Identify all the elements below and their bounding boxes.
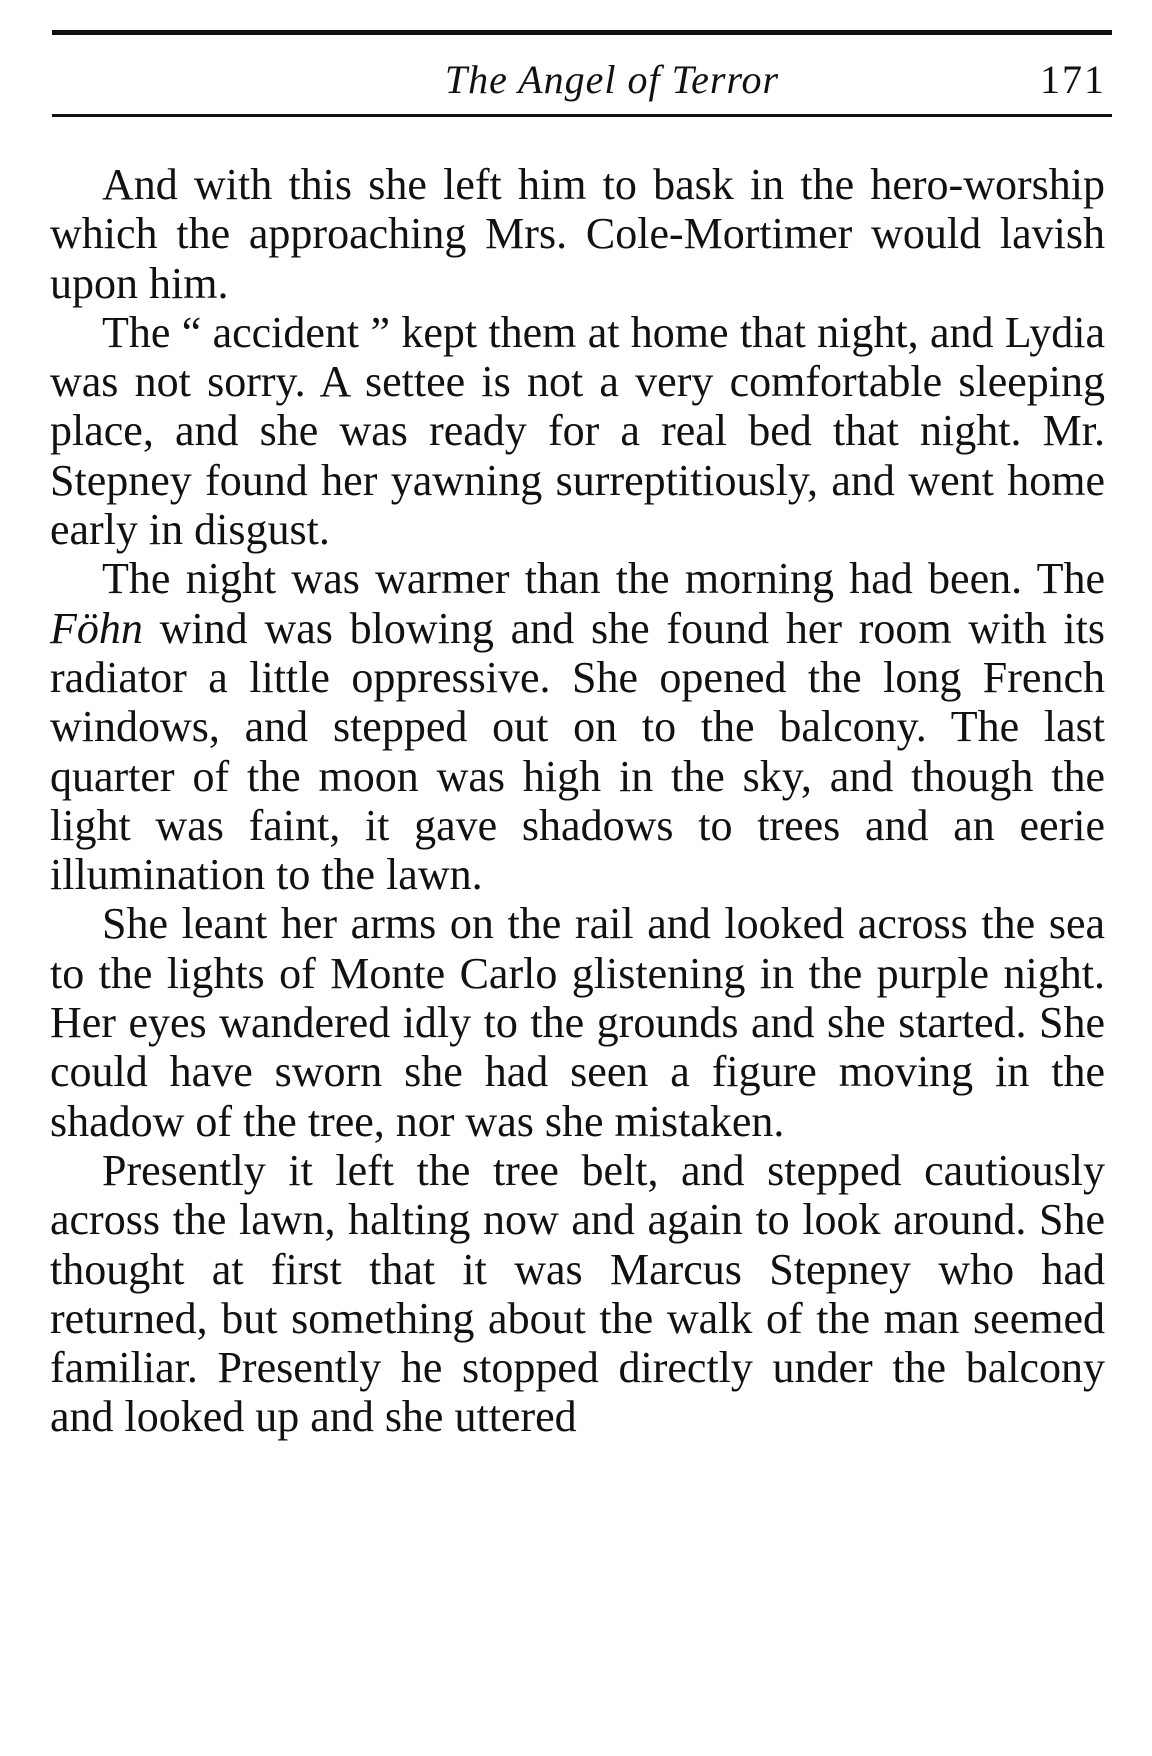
paragraph-2: The “ accident ” kept them at home that night, and Lydia was not sorry. A settee is not a very comfortable sleeping place, and she was ready for a real bed that night. Mr. Stepney found her yawning surreptitiously, and went home early in disgust. <box>50 307 1105 555</box>
paragraph-5: Presently it left the tree belt, and stepped cautiously across the lawn, halting now and again to look around. She thought at first that it was Marcus Stepney who had returned, but something about the walk of the man seemed familiar. Presently he stopped directly under the balcony and looked up and she uttered <box>50 1145 1105 1442</box>
body-text <box>50 160 1105 1442</box>
page-number: 171 <box>1040 57 1106 102</box>
paragraph-3 <box>50 554 1105 899</box>
paragraph-3-end: wind was blowing and she found her room with its radiator a little oppressive. She opened the long French windows, and stepped out on to the balcony. The last quarter of the moon was high in the sky, and though the light was faint, it gave shadows to trees and an eerie illumination to the lawn. <box>50 603 1105 900</box>
running-title: The Angel of Terror <box>444 57 780 102</box>
running-head <box>52 52 1112 108</box>
paragraph-3-start: The night was warmer than the morning had been. The <box>102 554 1105 604</box>
top-rule <box>52 30 1112 35</box>
paragraph-4: She leant her arms on the rail and looked across the sea to the lights of Monte Carlo glistening in the purple night. Her eyes wandered idly to the grounds and she started. She could have sworn she had seen a figure moving in the shadow of the tree, nor was she mistaken. <box>50 899 1105 1146</box>
italic-word-fohn: Föhn <box>50 603 143 653</box>
header-rule <box>52 114 1112 117</box>
paragraph-1: And with this she left him to bask in the hero-worship which the approaching Mrs. Cole-Mortimer would lavish upon him. <box>50 160 1105 308</box>
